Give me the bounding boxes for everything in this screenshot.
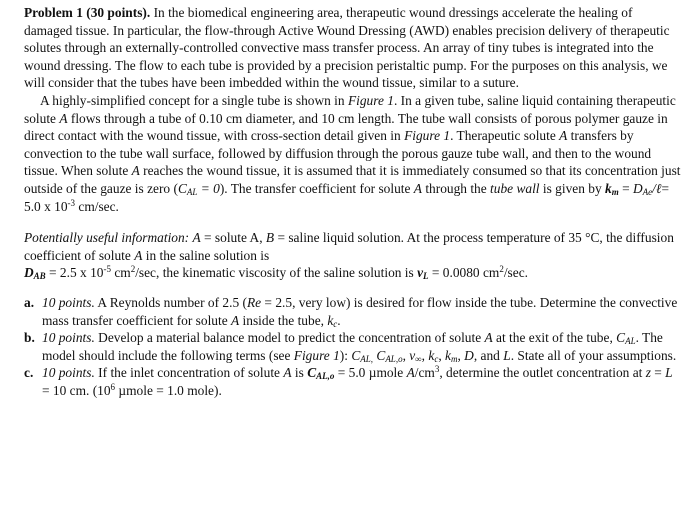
intro-paragraph: Problem 1 (30 points). In the biomedical engineering area, therapeutic wound dressings accelerate the healing of damaged tissue. In particular, the flow-through Active Wound Dressing (AWD) enables precision delivery of therapeutic solutes through an externally-controlled convective mass transfer process. An array of tiny tubes is integrated into the wound dressing. The flow to each tube is provided by a precision peristaltic pump. For the purposes on this analysis, we will consider that the tubes have been imbedded within the wound tissue, similar to a suture. [24,5,670,91]
figure-ref: Figure 1 [347,92,394,108]
tube-wall-term: tube wall [490,180,540,196]
parts-list [24,294,683,400]
part-c: c. 10 points. If the inlet concentration of solute A is $C_{AL,o} = 5.0$ µmole $A/cm^3$, determine the outlet concentration at z = L = 10 cm. ($10^6$ µmole = 1.0 mole). [24,364,673,398]
info-label: Potentially useful information: [24,230,190,246]
concept-paragraph: A highly-simplified concept for a single tube is shown in Figure 1. In a given tube, saline liquid containing therapeutic solute A flows through a tube of 0.10 cm diameter, and 10 cm length. The tube wall consists of porous polymer gauze in direct contact with the wound tissue, with cross-section detail given in Figure 1. Therapeutic solute A transfers by convection to the tube wall surface, followed by diffusion through the porous gauze tube wall, and then to the wound tissue. When solute A reaches the wound tissue, it is assumed that it is immediately consumed so that its concentration just outside of the gauze is zero $(C_{AL} = 0)$. The transfer coefficient for solute A through the tube wall is given by $k_m$ = $D_{Ae}/\ell= 5.0$ x $10^{-3}$ cm/sec. [24,92,681,214]
info-paragraph: Potentially useful information: A = solute A, B = saline liquid solution. At the process temperature of 35 °C, the diffusion coefficient of solute A in the saline solution is $D_{AB} = 2.5$ x $10^{-5}$ $cm^2/\sec$, the kinematic viscosity of the saline solution is $\nu_L = 0.0080$ $cm^2/\sec$. [24,230,674,282]
part-a: a. 10 points. A Reynolds number of 2.5 (Re = 2.5, very low) is desired for flow inside the tube. Determine the convective mass transfer coefficient for solute A inside the tube, $k_c$. [24,294,678,329]
problem-heading: Problem 1 (30 points). [24,5,151,20]
part-b: b. 10 points. Develop a material balance model to predict the concentration of solute A at the exit of the tube, $C_{AL}$. The model should include the following terms (see Figure 1): $C_{AL,}$ $C_{AL,o}$, $v_\infty$, $k_c$, $k_m$, D, and L. State all of your assumptions. [24,330,677,364]
